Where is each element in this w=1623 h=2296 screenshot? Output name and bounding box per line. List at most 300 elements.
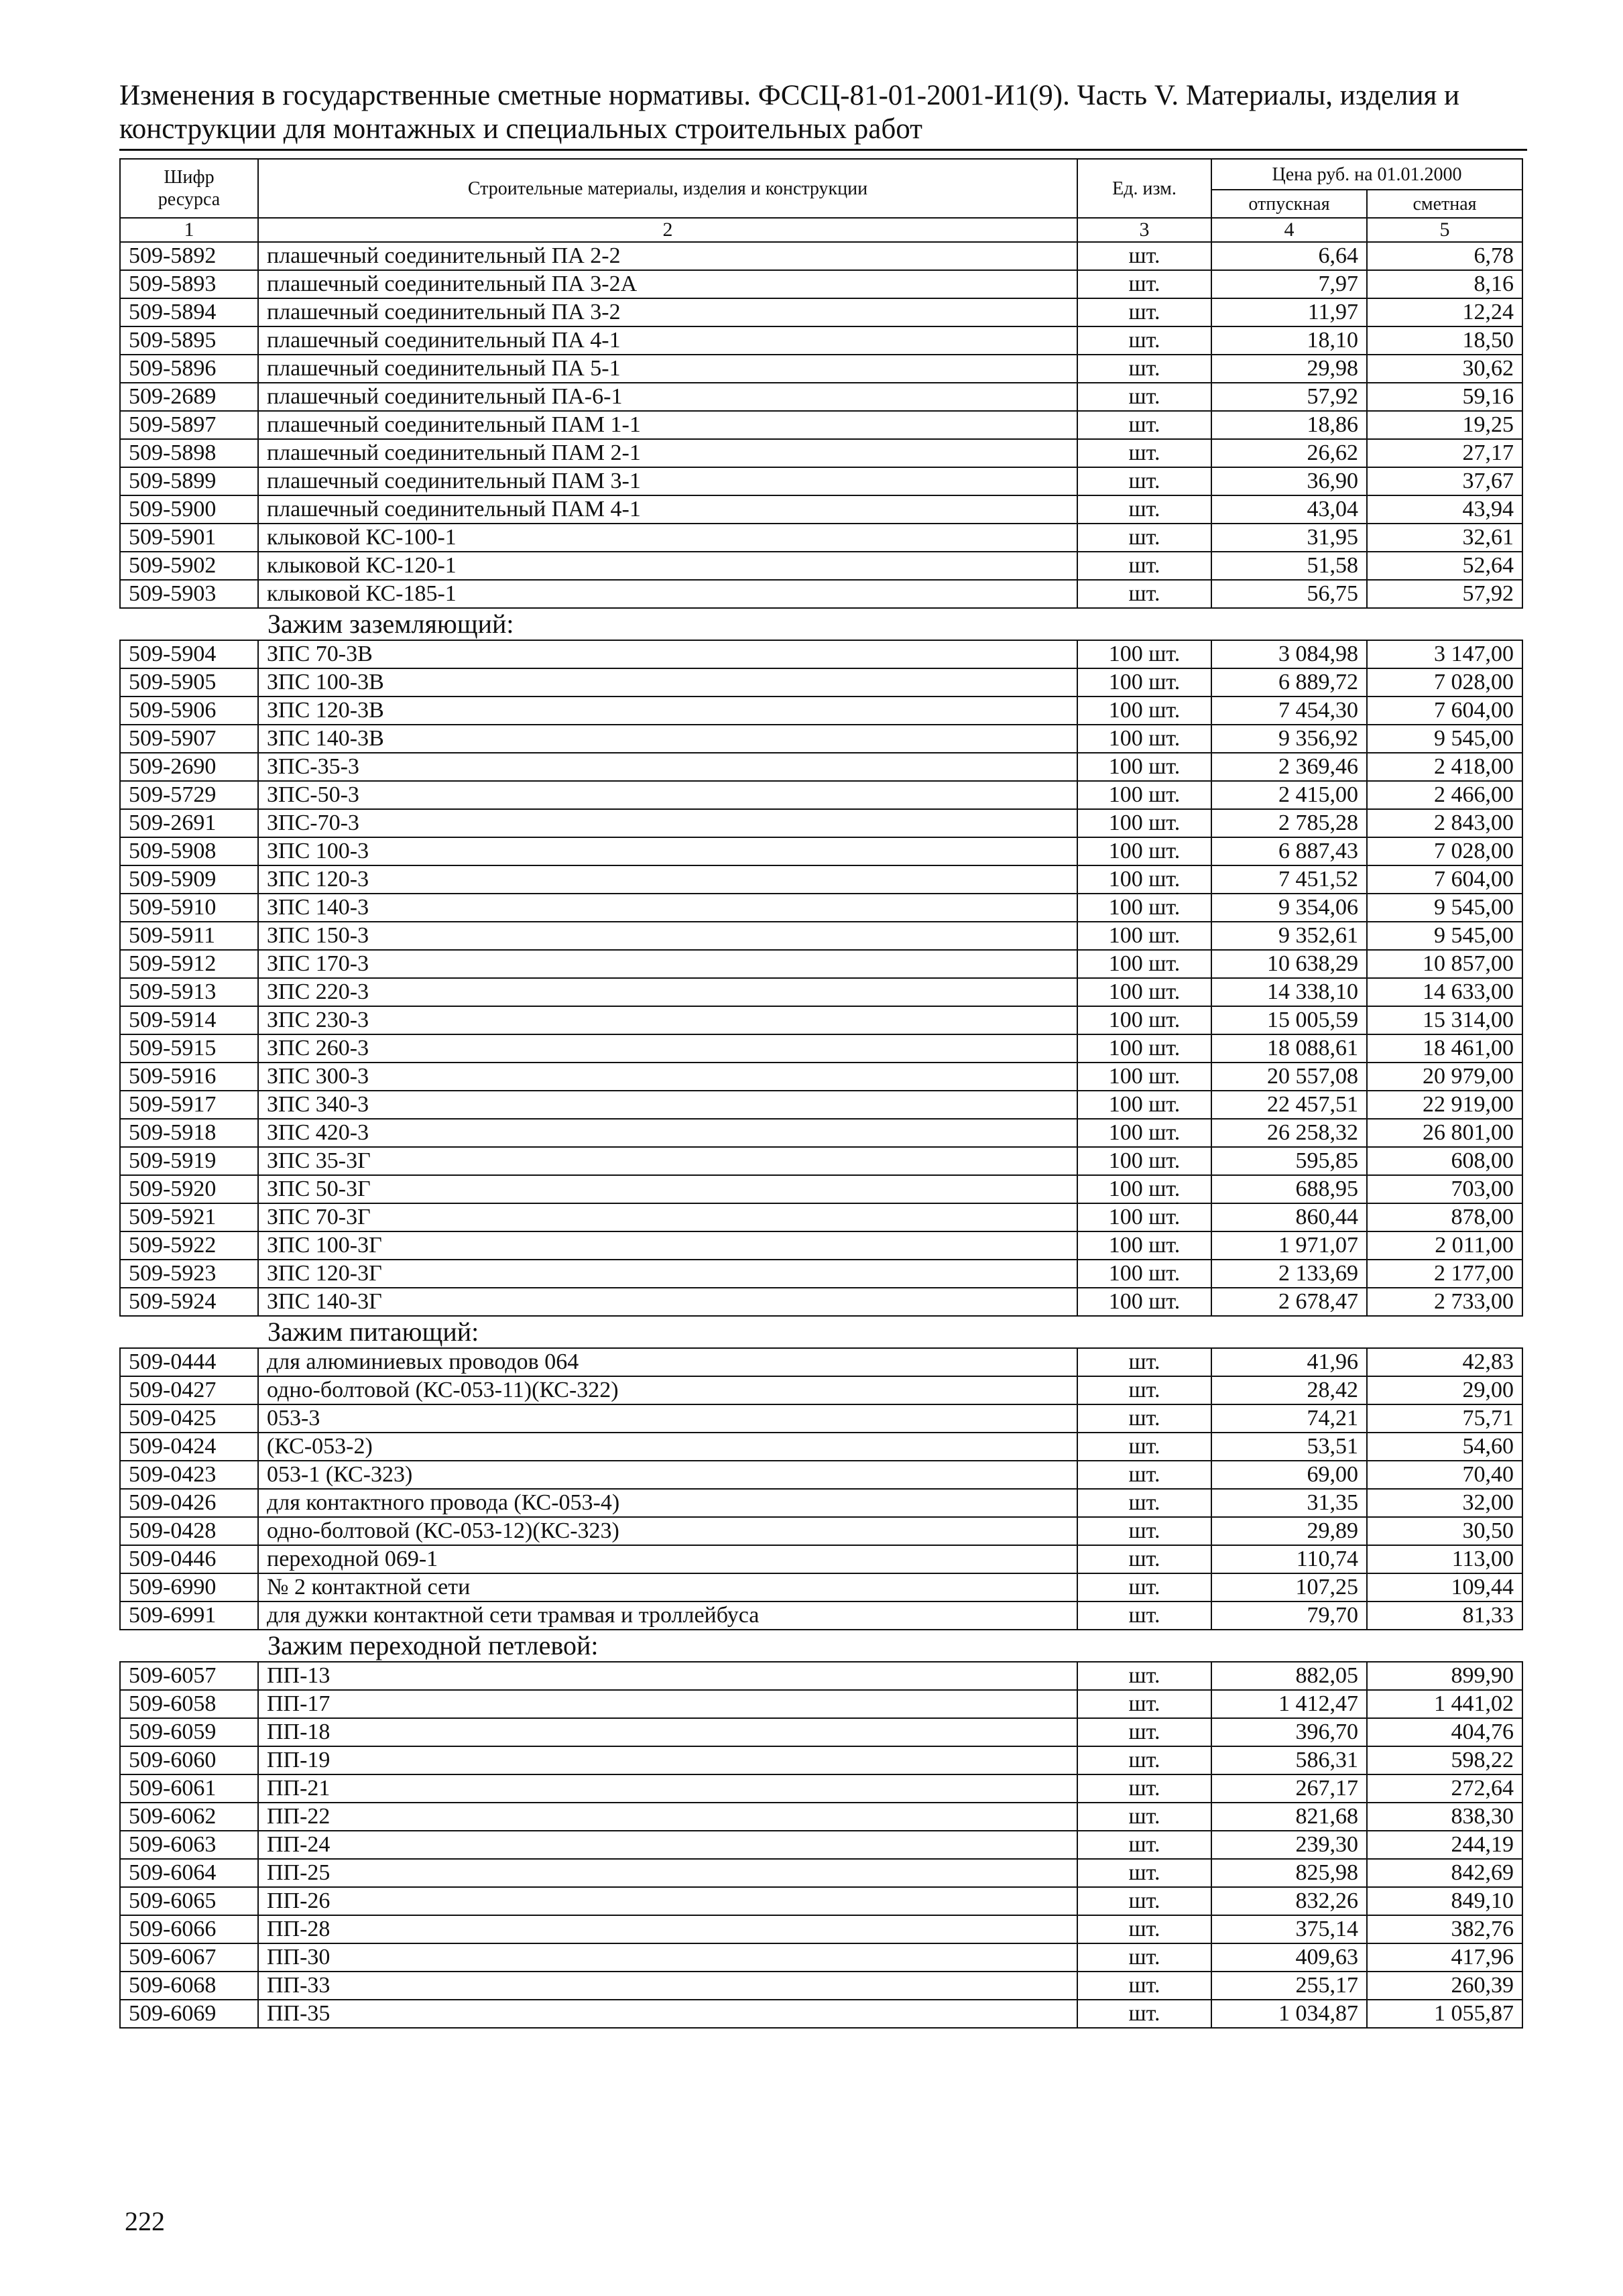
estimate-price: 9 545,00	[1367, 922, 1522, 950]
material-name: клыковой КС-185-1	[258, 580, 1077, 608]
resource-code: 509-0426	[120, 1489, 258, 1517]
release-price: 9 352,61	[1211, 922, 1367, 950]
resource-code: 509-5906	[120, 697, 258, 725]
resource-code: 509-5729	[120, 781, 258, 809]
estimate-price: 12,24	[1367, 298, 1522, 326]
estimate-price: 29,00	[1367, 1376, 1522, 1404]
unit-cell: шт.	[1077, 524, 1211, 552]
estimate-price: 27,17	[1367, 439, 1522, 467]
estimate-price: 608,00	[1367, 1147, 1522, 1175]
unit-cell: шт.	[1077, 1774, 1211, 1803]
material-name: ЗПС 170-3	[258, 950, 1077, 978]
resource-code: 509-6991	[120, 1602, 258, 1630]
material-name: ЗПС-35-3	[258, 753, 1077, 781]
release-price: 36,90	[1211, 467, 1367, 495]
unit-cell: шт.	[1077, 1831, 1211, 1859]
unit-cell: шт.	[1077, 1545, 1211, 1573]
resource-code: 509-5908	[120, 837, 258, 865]
resource-code: 509-5894	[120, 298, 258, 326]
estimate-price: 2 011,00	[1367, 1231, 1522, 1260]
unit-cell: 100 шт.	[1077, 865, 1211, 894]
column-header-name: Строительные материалы, изделия и конструкции	[258, 159, 1077, 218]
estimate-price: 2 177,00	[1367, 1260, 1522, 1288]
resource-code: 509-6066	[120, 1915, 258, 1943]
material-name: для дужки контактной сети трамвая и троллейбуса	[258, 1602, 1077, 1630]
release-price: 110,74	[1211, 1545, 1367, 1573]
material-name: ЗПС 70-3Г	[258, 1203, 1077, 1231]
unit-cell: 100 шт.	[1077, 1034, 1211, 1063]
unit-cell: шт.	[1077, 1690, 1211, 1718]
header-line-1: Изменения в государственные сметные нормативы. ФССЦ-81-01-2001-И1(9). Часть V. Материалы, изделия и	[119, 80, 1459, 111]
release-price: 1 971,07	[1211, 1231, 1367, 1260]
estimate-price: 9 545,00	[1367, 725, 1522, 753]
estimate-price: 18,50	[1367, 326, 1522, 355]
resource-code: 509-5913	[120, 978, 258, 1006]
unit-cell: шт.	[1077, 1433, 1211, 1461]
estimate-price: 109,44	[1367, 1573, 1522, 1602]
resource-code: 509-6060	[120, 1746, 258, 1774]
resource-code: 509-5903	[120, 580, 258, 608]
column-number: 5	[1367, 218, 1522, 242]
material-name: ПП-35	[258, 2000, 1077, 2028]
estimate-price: 32,61	[1367, 524, 1522, 552]
unit-cell: шт.	[1077, 1376, 1211, 1404]
estimate-price: 113,00	[1367, 1545, 1522, 1573]
estimate-price: 598,22	[1367, 1746, 1522, 1774]
release-price: 2 678,47	[1211, 1288, 1367, 1316]
release-price: 267,17	[1211, 1774, 1367, 1803]
release-price: 6 889,72	[1211, 668, 1367, 697]
unit-cell: шт.	[1077, 1348, 1211, 1376]
estimate-price: 878,00	[1367, 1203, 1522, 1231]
material-name: плашечный соединительный ПА-6-1	[258, 383, 1077, 411]
table-row	[120, 668, 1522, 697]
group-heading: Зажим переходной петлевой:	[120, 1630, 1522, 1662]
table-row	[120, 1573, 1522, 1602]
resource-code: 509-5917	[120, 1091, 258, 1119]
estimate-price: 404,76	[1367, 1718, 1522, 1746]
material-name: переходной 069-1	[258, 1545, 1077, 1573]
material-name: ЗПС 120-3Г	[258, 1260, 1077, 1288]
header-rule	[119, 149, 1527, 151]
resource-code: 509-5900	[120, 495, 258, 524]
release-price: 51,58	[1211, 552, 1367, 580]
unit-cell: шт.	[1077, 326, 1211, 355]
column-header-code: Шифр ресурса	[120, 159, 258, 218]
release-price: 255,17	[1211, 1972, 1367, 2000]
release-price: 57,92	[1211, 383, 1367, 411]
material-name: ЗПС-50-3	[258, 781, 1077, 809]
unit-cell: шт.	[1077, 411, 1211, 439]
estimate-price: 30,50	[1367, 1517, 1522, 1545]
material-name: ЗПС 100-3В	[258, 668, 1077, 697]
table-row	[120, 355, 1522, 383]
resource-code: 509-5898	[120, 439, 258, 467]
material-name: ПП-25	[258, 1859, 1077, 1887]
release-price: 29,89	[1211, 1517, 1367, 1545]
release-price: 3 084,98	[1211, 640, 1367, 668]
release-price: 69,00	[1211, 1461, 1367, 1489]
unit-cell: 100 шт.	[1077, 809, 1211, 837]
release-price: 43,04	[1211, 495, 1367, 524]
unit-cell: шт.	[1077, 1489, 1211, 1517]
release-price: 74,21	[1211, 1404, 1367, 1433]
material-name: (КС-053-2)	[258, 1433, 1077, 1461]
release-price: 821,68	[1211, 1803, 1367, 1831]
resource-code: 509-2689	[120, 383, 258, 411]
group-heading-row	[120, 608, 1522, 640]
release-price: 882,05	[1211, 1662, 1367, 1690]
resource-code: 509-6058	[120, 1690, 258, 1718]
table-row	[120, 1915, 1522, 1943]
resource-code: 509-0423	[120, 1461, 258, 1489]
unit-cell: шт.	[1077, 1602, 1211, 1630]
unit-cell: 100 шт.	[1077, 668, 1211, 697]
estimate-price: 75,71	[1367, 1404, 1522, 1433]
table-row	[120, 1859, 1522, 1887]
table-row	[120, 1887, 1522, 1915]
resource-code: 509-6057	[120, 1662, 258, 1690]
release-price: 41,96	[1211, 1348, 1367, 1376]
estimate-price: 417,96	[1367, 1943, 1522, 1972]
estimate-price: 15 314,00	[1367, 1006, 1522, 1034]
material-name: ПП-21	[258, 1774, 1077, 1803]
unit-cell: 100 шт.	[1077, 1175, 1211, 1203]
material-name: ЗПС 140-3В	[258, 725, 1077, 753]
table-row	[120, 697, 1522, 725]
table-row	[120, 270, 1522, 298]
unit-cell: шт.	[1077, 495, 1211, 524]
estimate-price: 14 633,00	[1367, 978, 1522, 1006]
resource-code: 509-0444	[120, 1348, 258, 1376]
release-price: 29,98	[1211, 355, 1367, 383]
release-price: 107,25	[1211, 1573, 1367, 1602]
resource-code: 509-5911	[120, 922, 258, 950]
estimate-price: 849,10	[1367, 1887, 1522, 1915]
table-row	[120, 326, 1522, 355]
release-price: 2 133,69	[1211, 1260, 1367, 1288]
table-row	[120, 922, 1522, 950]
estimate-price: 7 028,00	[1367, 837, 1522, 865]
unit-cell: 100 шт.	[1077, 753, 1211, 781]
table-row	[120, 1489, 1522, 1517]
material-name: ПП-18	[258, 1718, 1077, 1746]
estimate-price: 1 055,87	[1367, 2000, 1522, 2028]
unit-cell: 100 шт.	[1077, 640, 1211, 668]
table-row	[120, 1517, 1522, 1545]
table-row	[120, 552, 1522, 580]
resource-code: 509-5921	[120, 1203, 258, 1231]
release-price: 239,30	[1211, 1831, 1367, 1859]
table-row	[120, 978, 1522, 1006]
release-price: 15 005,59	[1211, 1006, 1367, 1034]
unit-cell: шт.	[1077, 270, 1211, 298]
material-name: клыковой КС-120-1	[258, 552, 1077, 580]
estimate-price: 838,30	[1367, 1803, 1522, 1831]
unit-cell: шт.	[1077, 298, 1211, 326]
table-row	[120, 1063, 1522, 1091]
estimate-price: 70,40	[1367, 1461, 1522, 1489]
table-row	[120, 1147, 1522, 1175]
table-row	[120, 1231, 1522, 1260]
unit-cell: 100 шт.	[1077, 1147, 1211, 1175]
group-heading: Зажим заземляющий:	[120, 608, 1522, 640]
estimate-price: 30,62	[1367, 355, 1522, 383]
unit-cell: шт.	[1077, 1404, 1211, 1433]
estimate-price: 272,64	[1367, 1774, 1522, 1803]
unit-cell: 100 шт.	[1077, 837, 1211, 865]
material-name: ЗПС 50-3Г	[258, 1175, 1077, 1203]
resource-code: 509-5919	[120, 1147, 258, 1175]
unit-cell: 100 шт.	[1077, 1231, 1211, 1260]
estimate-price: 37,67	[1367, 467, 1522, 495]
material-name: одно-болтовой (КС-053-12)(КС-323)	[258, 1517, 1077, 1545]
material-name: плашечный соединительный ПА 2-2	[258, 242, 1077, 270]
estimate-price: 10 857,00	[1367, 950, 1522, 978]
table-row	[120, 1175, 1522, 1203]
release-price: 595,85	[1211, 1147, 1367, 1175]
resource-code: 509-5915	[120, 1034, 258, 1063]
resource-code: 509-6068	[120, 1972, 258, 2000]
material-name: ПП-33	[258, 1972, 1077, 2000]
estimate-price: 2 843,00	[1367, 809, 1522, 837]
unit-cell: шт.	[1077, 2000, 1211, 2028]
estimate-price: 22 919,00	[1367, 1091, 1522, 1119]
material-name: 053-1 (КС-323)	[258, 1461, 1077, 1489]
material-name: для алюминиевых проводов 064	[258, 1348, 1077, 1376]
resource-code: 509-0425	[120, 1404, 258, 1433]
material-name: ЗПС 300-3	[258, 1063, 1077, 1091]
unit-cell: шт.	[1077, 383, 1211, 411]
unit-cell: шт.	[1077, 580, 1211, 608]
material-name: ПП-22	[258, 1803, 1077, 1831]
table-row	[120, 1006, 1522, 1034]
table-row	[120, 753, 1522, 781]
resource-code: 509-5912	[120, 950, 258, 978]
estimate-price: 1 441,02	[1367, 1690, 1522, 1718]
material-name: № 2 контактной сети	[258, 1573, 1077, 1602]
resource-code: 509-0427	[120, 1376, 258, 1404]
table-row	[120, 725, 1522, 753]
resource-code: 509-0446	[120, 1545, 258, 1573]
table-row	[120, 383, 1522, 411]
table-row	[120, 1943, 1522, 1972]
material-name: плашечный соединительный ПАМ 3-1	[258, 467, 1077, 495]
resource-code: 509-5905	[120, 668, 258, 697]
material-name: ЗПС 230-3	[258, 1006, 1077, 1034]
unit-cell: шт.	[1077, 1517, 1211, 1545]
table-row	[120, 2000, 1522, 2028]
release-price: 409,63	[1211, 1943, 1367, 1972]
material-name: клыковой КС-100-1	[258, 524, 1077, 552]
resource-code: 509-5892	[120, 242, 258, 270]
release-price: 53,51	[1211, 1433, 1367, 1461]
estimate-price: 81,33	[1367, 1602, 1522, 1630]
release-price: 10 638,29	[1211, 950, 1367, 978]
material-name: ЗПС 120-3	[258, 865, 1077, 894]
resource-code: 509-0428	[120, 1517, 258, 1545]
resource-code: 509-0424	[120, 1433, 258, 1461]
material-name: плашечный соединительный ПА 3-2	[258, 298, 1077, 326]
estimate-price: 59,16	[1367, 383, 1522, 411]
material-name: ЗПС 340-3	[258, 1091, 1077, 1119]
estimate-price: 18 461,00	[1367, 1034, 1522, 1063]
resource-code: 509-5895	[120, 326, 258, 355]
release-price: 22 457,51	[1211, 1091, 1367, 1119]
unit-cell: 100 шт.	[1077, 978, 1211, 1006]
table-row	[120, 439, 1522, 467]
material-name: для контактного провода (КС-053-4)	[258, 1489, 1077, 1517]
material-name: ПП-28	[258, 1915, 1077, 1943]
release-price: 825,98	[1211, 1859, 1367, 1887]
resource-code: 509-6069	[120, 2000, 258, 2028]
table-row	[120, 1091, 1522, 1119]
release-price: 7 454,30	[1211, 697, 1367, 725]
material-name: 053-3	[258, 1404, 1077, 1433]
resource-code: 509-2690	[120, 753, 258, 781]
unit-cell: шт.	[1077, 1746, 1211, 1774]
release-price: 11,97	[1211, 298, 1367, 326]
resource-code: 509-5923	[120, 1260, 258, 1288]
group-heading-row	[120, 1316, 1522, 1348]
material-name: плашечный соединительный ПА 4-1	[258, 326, 1077, 355]
table-row	[120, 950, 1522, 978]
table-row	[120, 809, 1522, 837]
material-name: ЗПС 100-3Г	[258, 1231, 1077, 1260]
material-name: ЗПС 150-3	[258, 922, 1077, 950]
unit-cell: шт.	[1077, 552, 1211, 580]
unit-cell: 100 шт.	[1077, 922, 1211, 950]
release-price: 2 415,00	[1211, 781, 1367, 809]
release-price: 2 785,28	[1211, 809, 1367, 837]
table-row	[120, 1690, 1522, 1718]
column-number: 4	[1211, 218, 1367, 242]
material-name: ЗПС 120-3В	[258, 697, 1077, 725]
material-name: ЗПС 420-3	[258, 1119, 1077, 1147]
resource-code: 509-5901	[120, 524, 258, 552]
resource-code: 509-5897	[120, 411, 258, 439]
unit-cell: 100 шт.	[1077, 1260, 1211, 1288]
release-price: 31,95	[1211, 524, 1367, 552]
release-price: 375,14	[1211, 1915, 1367, 1943]
release-price: 26,62	[1211, 439, 1367, 467]
table-row	[120, 1746, 1522, 1774]
release-price: 688,95	[1211, 1175, 1367, 1203]
table-row	[120, 640, 1522, 668]
unit-cell: 100 шт.	[1077, 781, 1211, 809]
release-price: 18,10	[1211, 326, 1367, 355]
unit-cell: 100 шт.	[1077, 894, 1211, 922]
resource-code: 509-6059	[120, 1718, 258, 1746]
resource-code: 509-5922	[120, 1231, 258, 1260]
release-price: 9 354,06	[1211, 894, 1367, 922]
material-name: плашечный соединительный ПАМ 1-1	[258, 411, 1077, 439]
release-price: 6 887,43	[1211, 837, 1367, 865]
material-name: плашечный соединительный ПА 3-2А	[258, 270, 1077, 298]
estimate-price: 52,64	[1367, 552, 1522, 580]
table-row	[120, 1774, 1522, 1803]
release-price: 18 088,61	[1211, 1034, 1367, 1063]
unit-cell: шт.	[1077, 242, 1211, 270]
table-row	[120, 1718, 1522, 1746]
material-name: ЗПС 100-3	[258, 837, 1077, 865]
unit-cell: 100 шт.	[1077, 697, 1211, 725]
resource-code: 509-5904	[120, 640, 258, 668]
unit-cell: шт.	[1077, 1972, 1211, 2000]
unit-cell: 100 шт.	[1077, 1203, 1211, 1231]
resource-code: 509-5914	[120, 1006, 258, 1034]
table-row	[120, 467, 1522, 495]
unit-cell: шт.	[1077, 355, 1211, 383]
resource-code: 509-6990	[120, 1573, 258, 1602]
resource-code: 509-5896	[120, 355, 258, 383]
material-name: ПП-13	[258, 1662, 1077, 1690]
material-name: ЗПС 140-3Г	[258, 1288, 1077, 1316]
table-row	[120, 1119, 1522, 1147]
material-name: ЗПС-70-3	[258, 809, 1077, 837]
column-header-release: отпускная	[1211, 190, 1367, 218]
release-price: 6,64	[1211, 242, 1367, 270]
table-row	[120, 1662, 1522, 1690]
resource-code: 509-5909	[120, 865, 258, 894]
resource-code: 509-6065	[120, 1887, 258, 1915]
table-row	[120, 411, 1522, 439]
material-name: плашечный соединительный ПА 5-1	[258, 355, 1077, 383]
material-name: ЗПС 220-3	[258, 978, 1077, 1006]
release-price: 7,97	[1211, 270, 1367, 298]
material-name: ПП-19	[258, 1746, 1077, 1774]
release-price: 2 369,46	[1211, 753, 1367, 781]
column-number: 3	[1077, 218, 1211, 242]
unit-cell: шт.	[1077, 439, 1211, 467]
release-price: 18,86	[1211, 411, 1367, 439]
release-price: 20 557,08	[1211, 1063, 1367, 1091]
unit-cell: 100 шт.	[1077, 1006, 1211, 1034]
estimate-price: 26 801,00	[1367, 1119, 1522, 1147]
table-row	[120, 242, 1522, 270]
table-row	[120, 1602, 1522, 1630]
resource-code: 509-5920	[120, 1175, 258, 1203]
release-price: 586,31	[1211, 1746, 1367, 1774]
estimate-price: 842,69	[1367, 1859, 1522, 1887]
unit-cell: шт.	[1077, 1573, 1211, 1602]
estimate-price: 7 604,00	[1367, 865, 1522, 894]
estimate-price: 8,16	[1367, 270, 1522, 298]
release-price: 1 034,87	[1211, 2000, 1367, 2028]
resource-code: 509-2691	[120, 809, 258, 837]
page-header	[119, 79, 1527, 146]
material-name: ПП-24	[258, 1831, 1077, 1859]
page-number: 222	[125, 2206, 165, 2236]
estimate-price: 899,90	[1367, 1662, 1522, 1690]
resource-code: 509-6067	[120, 1943, 258, 1972]
unit-cell: шт.	[1077, 467, 1211, 495]
estimate-price: 57,92	[1367, 580, 1522, 608]
estimate-price: 7 028,00	[1367, 668, 1522, 697]
table-row	[120, 1404, 1522, 1433]
estimate-price: 3 147,00	[1367, 640, 1522, 668]
resource-code: 509-5902	[120, 552, 258, 580]
material-name: ЗПС 35-3Г	[258, 1147, 1077, 1175]
table-body	[120, 242, 1522, 2028]
table-row	[120, 865, 1522, 894]
price-table	[119, 158, 1523, 2029]
unit-cell: шт.	[1077, 1859, 1211, 1887]
table-row	[120, 1034, 1522, 1063]
release-price: 860,44	[1211, 1203, 1367, 1231]
resource-code: 509-5907	[120, 725, 258, 753]
estimate-price: 43,94	[1367, 495, 1522, 524]
